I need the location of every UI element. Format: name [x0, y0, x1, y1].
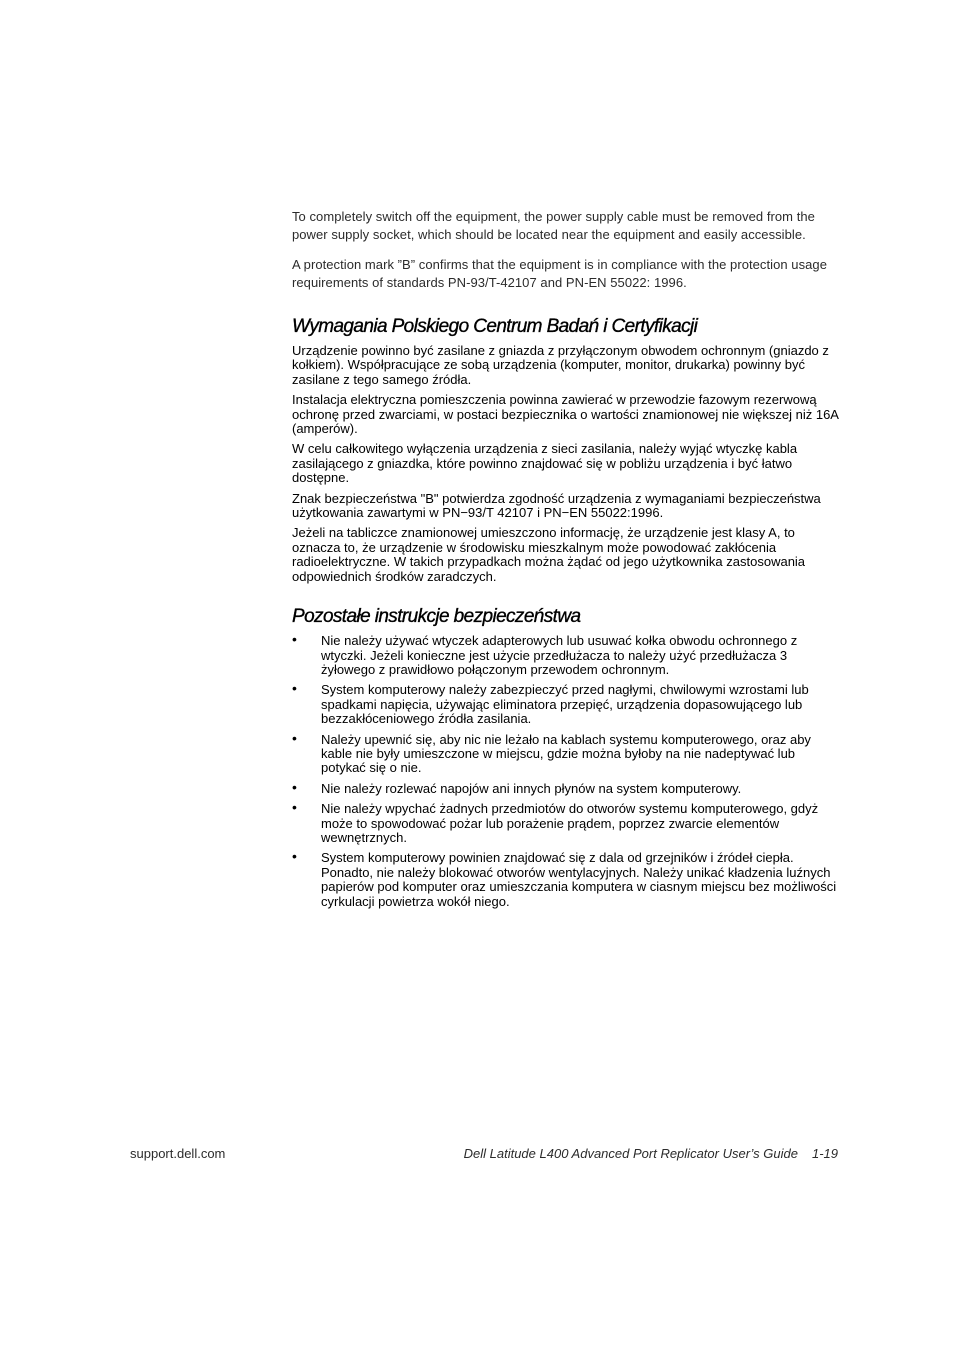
bullet-icon: •	[292, 631, 297, 648]
bullet-icon: •	[292, 729, 297, 746]
certification-paragraph: Znak bezpieczeństwa "B" potwierdza zgodność urządzenia z wymaganiami bezpieczeństwa użytkowania zawartymi w PN−93/T 42107 i PN−EN 55022:1996.	[292, 490, 821, 521]
intro-paragraph-2: A protection mark ”B” confirms that the equipment is in compliance with the protection usage requirements of standards PN-93/T-42107 and PN-EN 55022: 1996.	[292, 257, 827, 290]
list-item	[292, 778, 840, 796]
safety-instructions-section	[292, 606, 840, 909]
intro-section	[292, 208, 840, 292]
list-item	[292, 729, 840, 776]
certification-section	[292, 316, 840, 584]
certification-paragraph: Instalacja elektryczna pomieszczenia powinna zawierać w przewodzie fazowym rezerwową ochronę przed zwarciami, w postaci bezpiecznika o wartości znamionowej nie większej niż 16A (amperów).	[292, 392, 839, 437]
safety-instructions-list	[292, 631, 840, 909]
list-item-text: Nie należy używać wtyczek adapterowych lub usuwać kołka obwodu ochronnego z wtyczki. Jeżeli konieczne jest użycie przedłużacza to należy użyć przedłużacza 3 żyłowego z prawidłowo połączonym przewodem ochronnym.	[321, 633, 798, 677]
bullet-icon: •	[292, 848, 297, 865]
page-number: 1-19	[811, 1146, 838, 1161]
bullet-icon: •	[292, 778, 297, 795]
list-item	[292, 799, 840, 845]
certification-paragraph: Jeżeli na tabliczce znamionowej umieszczono informację, że urządzenie jest klasy A, to oznacza to, że urządzenie w środowisku mieszkalnym może powodować zakłócenia radioelektryczne. W takich przypadkach można żądać od jego użytkownika zastosowania odpowiednich środków zaradczych.	[292, 525, 806, 584]
bullet-icon: •	[292, 799, 297, 816]
list-item-text: System komputerowy powinien znajdować się z dala od grzejników i źródeł ciepła. Ponadto, nie należy blokować otworów wentylacyjnych. Należy unikać kładzenia luźnych papierów pod komputer oraz umieszczania komputera w ciasnym miejscu bez możliwości cyrkulacji powietrza wokół niego.	[321, 850, 837, 909]
footer-website: support.dell.com	[130, 1146, 226, 1161]
list-item	[292, 631, 840, 677]
list-item-text: Nie należy wpychać żadnych przedmiotów do otworów systemu komputerowego, gdyż może to spowodować pożar lub porażenie prądem, poprzez zwarcie elementów wewnętrznych.	[321, 801, 819, 845]
list-item-text: System komputerowy należy zabezpieczyć przed nagłymi, chwilowymi wzrostami lub spadkami napięcia, używając eliminatora przepięć, urządzenia dopasowującego lub bezzakłóceniowego źródła zasilania.	[321, 682, 809, 727]
safety-instructions-heading: Pozostałe instrukcje bezpieczeństwa	[292, 606, 581, 628]
intro-paragraph-1: To completely switch off the equipment, the power supply cable must be removed from the power supply socket, which should be located near the equipment and easily accessible.	[292, 209, 815, 242]
page-content	[292, 208, 840, 915]
certification-paragraph: W celu całkowitego wyłączenia urządzenia z sieci zasilania, należy wyjąć wtyczkę kabla zasilającego z gniazdka, które powinno znajdować się w pobliżu urządzenia i być łatwo dostępne.	[292, 441, 798, 486]
footer-guide-title: Dell Latitude L400 Advanced Port Replicator User’s Guide	[463, 1146, 798, 1161]
list-item	[292, 680, 840, 727]
bullet-icon: •	[292, 680, 297, 697]
footer-running-title	[464, 1146, 838, 1161]
list-item-text: Nie należy rozlewać napojów ani innych płynów na system komputerowy.	[321, 780, 742, 796]
certification-heading: Wymagania Polskiego Centrum Badań i Certyfikacji	[292, 316, 698, 337]
list-item-text: Należy upewnić się, aby nic nie leżało na kablach systemu komputerowego, oraz aby kable nie były umieszczone w miejscu, gdzie można byłoby na nie nadeptywać lub potykać się o nie.	[321, 731, 811, 776]
certification-paragraph: Urządzenie powinno być zasilane z gniazda z przyłączonym obwodem ochronnym (gniazdo z kołkiem). Współpracujące ze sobą urządzenia (komputer, monitor, drukarka) powinny być zasilane z tego samego źródła.	[292, 343, 829, 387]
list-item	[292, 848, 840, 909]
